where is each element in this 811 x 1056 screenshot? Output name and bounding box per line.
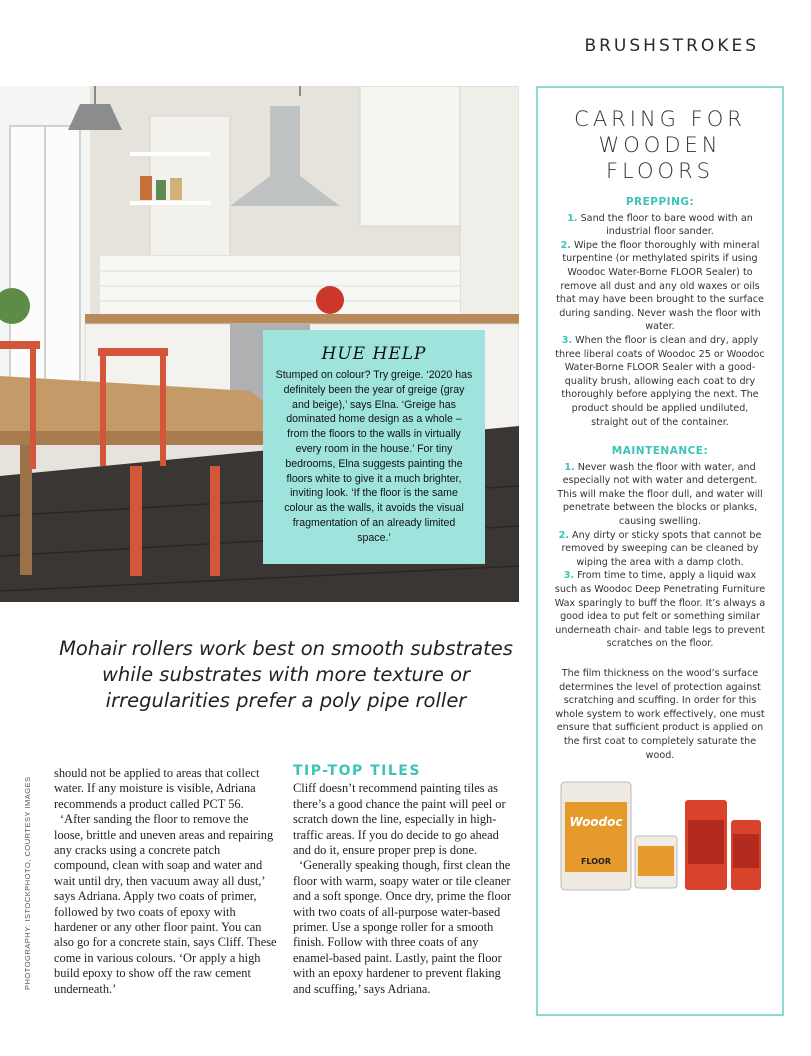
- paragraph: Cliff doesn’t recommend painting tiles as there’s a good chance the paint will peel or scratch down the line, especially in high-traffic areas. If you do decide to go ahead and do it, ensure proper prep is done.: [293, 781, 506, 858]
- paragraph: ‘Generally speaking though, first clean the floor with warm, soapy water or tile cleaner and a soft sponge. Once dry, prime the floor with two coats of all-purpose water-based primer. Use a sponge roller for a smooth finish. Follow with three coats of any enamel-based paint. Lastly, paint the floor with an epoxy hardener to prevent flaking and scuffing,’ says Adriana.: [293, 858, 512, 996]
- article-column-1: [54, 766, 278, 997]
- hue-help-title: HUE HELP: [321, 344, 427, 364]
- sidebar-closing: The film thickness on the wood’s surface determines the level of protection against scratching and scuffing. In order for this whole system to work effectively, one must ensure that sufficient product is applied on the first coat to completely saturate the wood.: [555, 668, 765, 761]
- prepping-step: 1. Sand the floor to bare wood with an industrial floor sander.: [567, 212, 753, 238]
- hue-help-body: Stumped on colour? Try greige. ‘2020 has definitely been the year of greige (gray and beige),’ says Elna. ‘Greige has dominated home design as a whole – from the floors to the walls in virtually every room in the house.’ For tiny bedrooms, Elna suggests painting the floors white to give it a much brighter, inviting look. ‘If the floor is the same colour as the walls, it avoids the visual fragmentation of an already limited space.’: [275, 369, 473, 544]
- tiles-heading: TIP-TOP TILES: [293, 763, 421, 779]
- article-column-2: [293, 764, 517, 997]
- maintenance-heading: MAINTENANCE:: [611, 445, 709, 458]
- photo-credit: PHOTOGRAPHY: ISTOCKPHOTO, COURTESY IMAGES: [23, 776, 32, 990]
- woodoc-product-image: [555, 774, 765, 894]
- product-brand-text: Woodoc: [569, 815, 623, 830]
- sidebar-title: CARING FOR WOODEN FLOORS: [574, 107, 746, 183]
- hue-help-box: [263, 330, 485, 564]
- paragraph: ‘After sanding the floor to remove the loose, brittle and uneven areas and repairing any cracks using a concrete patch compound, clean with soap and water and wait until dry, then vacuum away all dust,’ says Adriana. Apply two coats of primer, followed by two coats of epoxy with hardener or any other floor paint. You can also go for a concrete stain, says Cliff. These come in various colours. ‘Or apply a high build epoxy to show off the raw cement underneath.’: [54, 812, 277, 996]
- caring-sidebar: [536, 86, 784, 1016]
- prepping-step: 3. When the floor is clean and dry, apply three liberal coats of Woodoc 25 or Woodoc Water-Borne FLOOR Sealer with a good-quality brush, allowing each coat to dry thoroughly before applying the next. The product should be applied undiluted, straight out of the container.: [555, 334, 765, 428]
- pull-quote: Mohair rollers work best on smooth substrates while substrates with more texture or irregularities prefer a poly pipe roller: [59, 637, 513, 712]
- section-tag: BRUSHSTROKES: [584, 36, 759, 56]
- paragraph: should not be applied to areas that collect water. If any moisture is visible, Adriana recommends a product called PCT 56.: [54, 766, 260, 811]
- maintenance-step: 1. Never wash the floor with water, and especially not with water and detergent. This will make the floor dull, and water will penetrate between the blocks or planks, causing swelling.: [557, 461, 763, 528]
- prepping-step: 2. Wipe the floor thoroughly with mineral turpentine (or methylated spirits if using Woodoc Water-Borne FLOOR Sealer) to remove all dust and any old waxes or oils that may have been brought to the surface during sanding. Never wash the floor with water.: [556, 239, 764, 333]
- maintenance-step: 2. Any dirty or sticky spots that cannot be removed by sweeping can be cleaned by wiping the area with a damp cloth.: [558, 529, 762, 568]
- prepping-heading: PREPPING:: [625, 196, 695, 208]
- product-label-text: FLOOR: [580, 857, 612, 867]
- maintenance-step: 3. From time to time, apply a liquid wax such as Woodoc Deep Penetrating Furniture Wax sparingly to buff the floor. It’s always a good idea to put felt or something similar underneath chair- and table legs to prevent scratches on the floor.: [554, 570, 766, 650]
